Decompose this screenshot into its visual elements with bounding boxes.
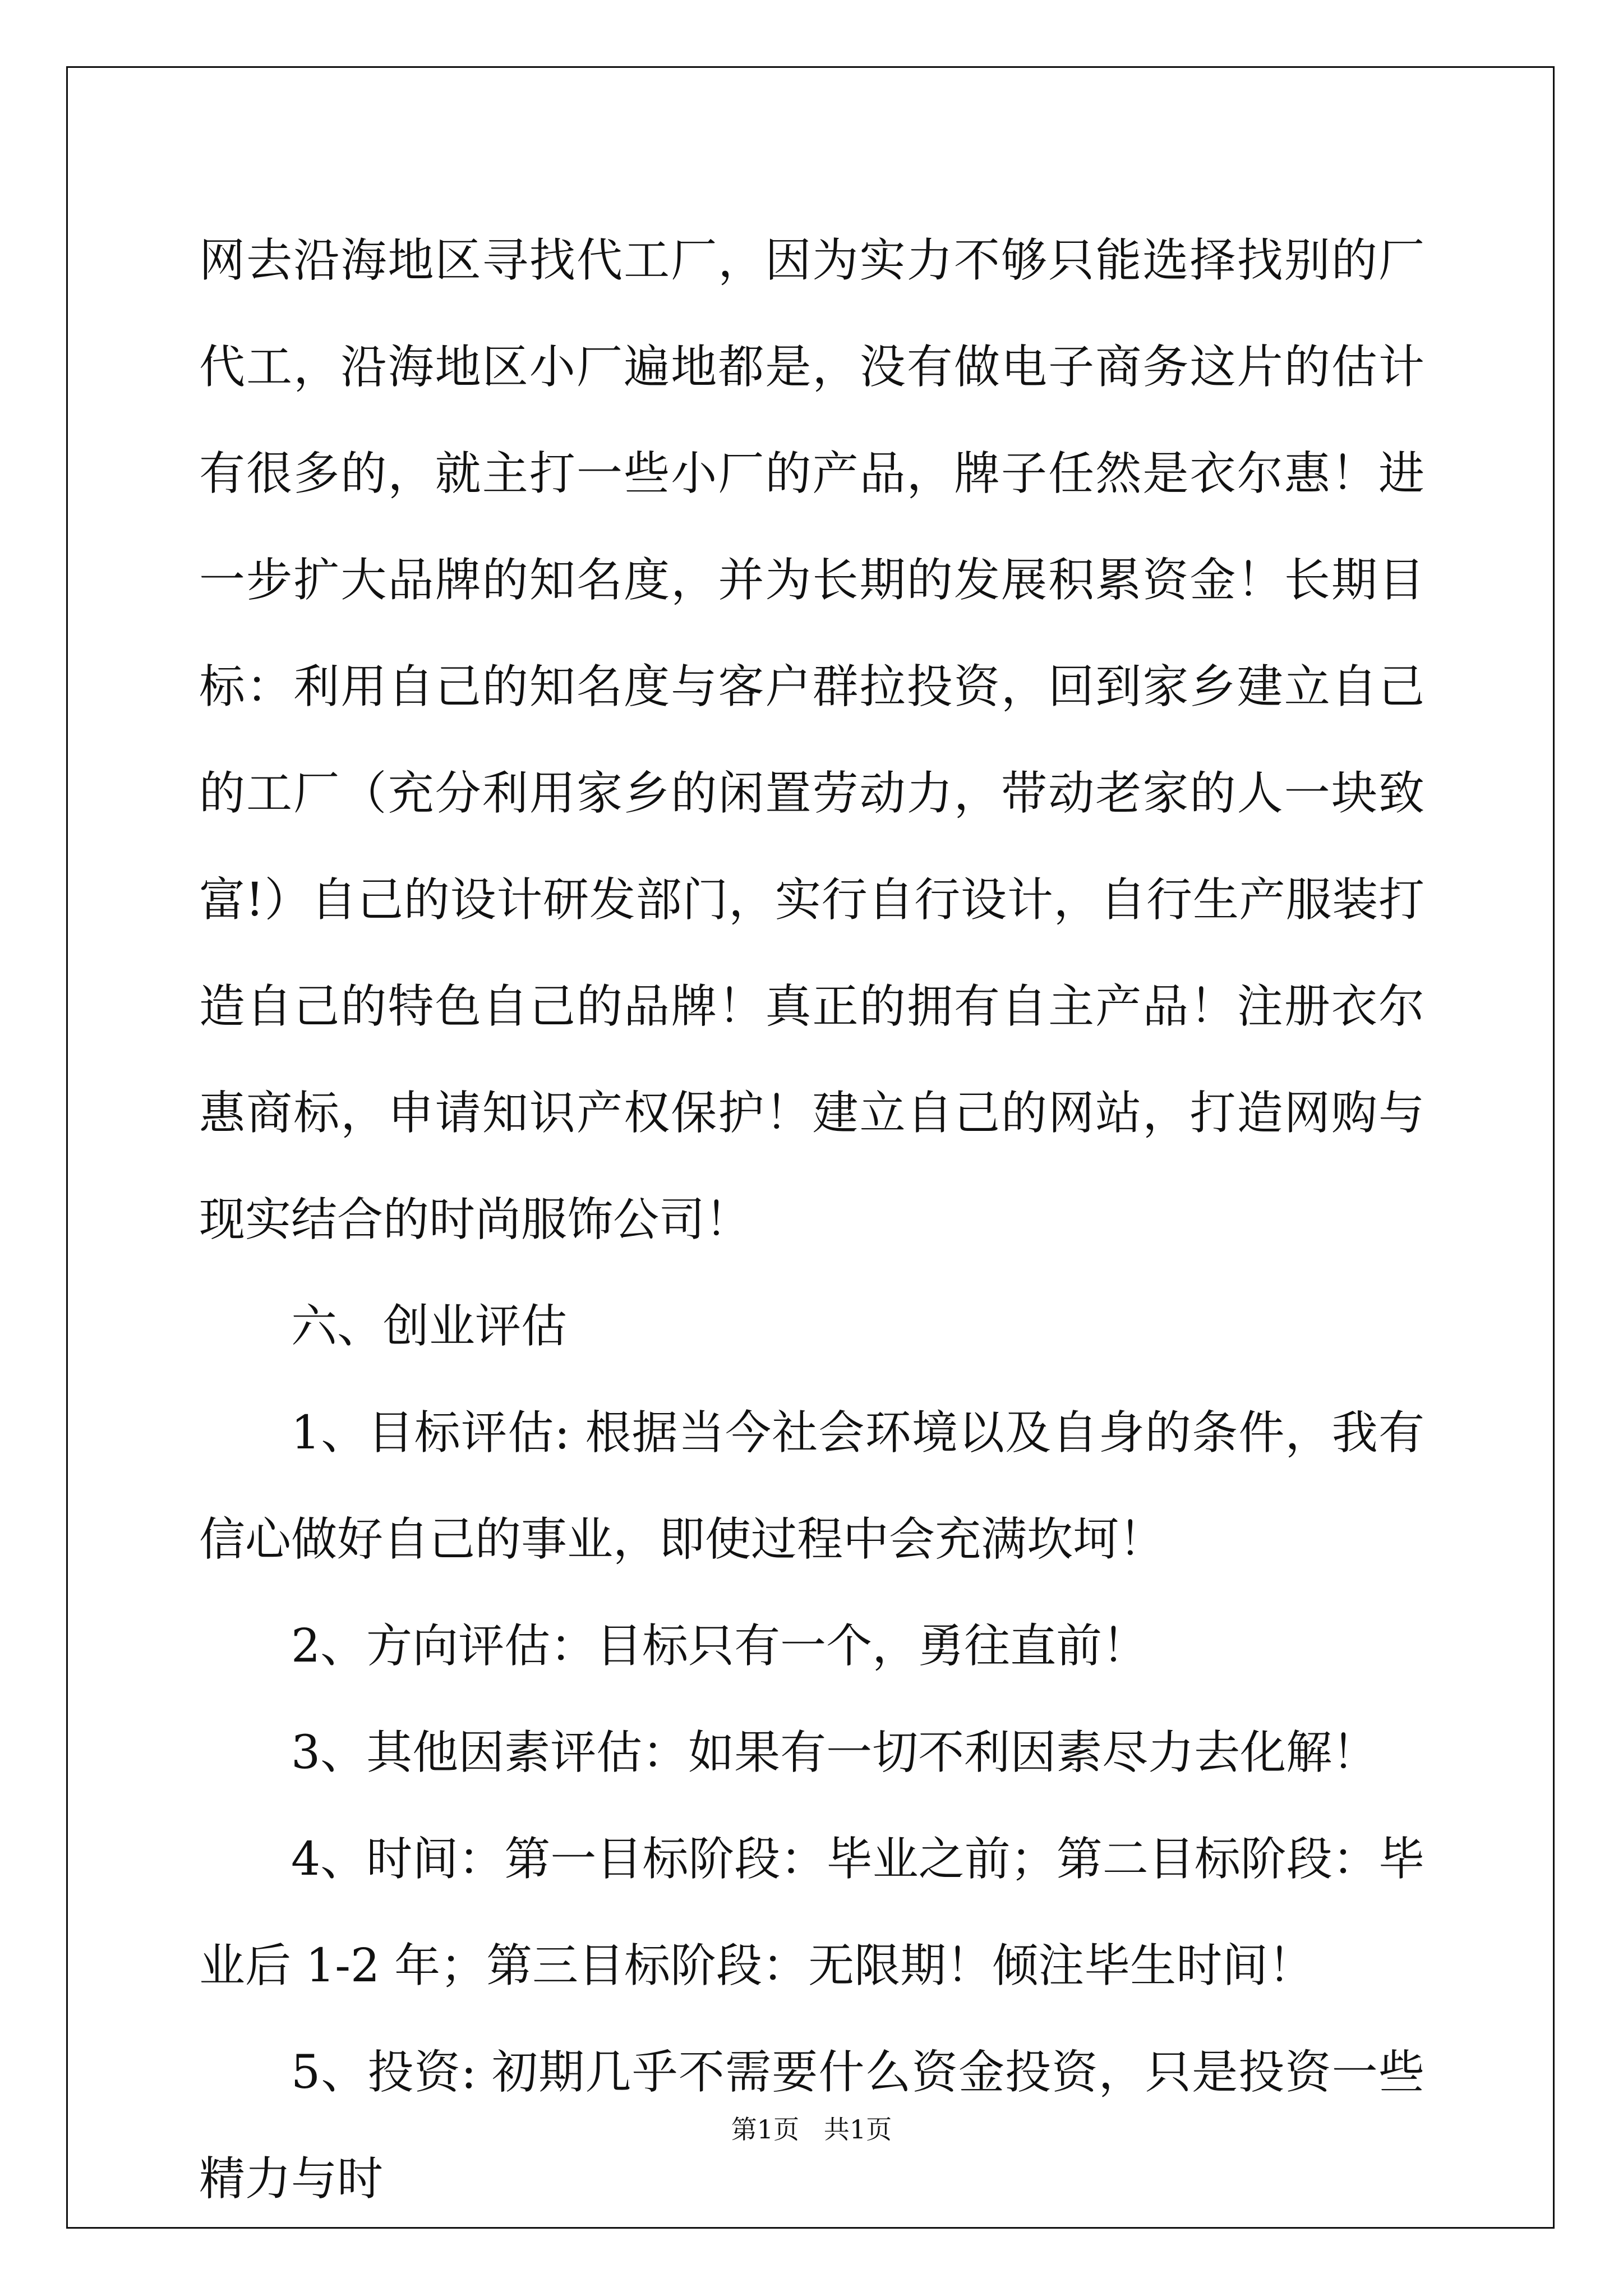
- paragraph-item-5: 5、投资: 初期几乎不需要什么资金投资，只是投资一些精力与时: [199, 2046, 1424, 2206]
- paragraph-item-1: 1、目标评估: 根据当今社会环境以及自身的条件，我有信心做好自己的事业，即使过程中会充满坎坷！: [199, 1406, 1424, 1566]
- paragraph-continuation: 网去沿海地区寻找代工厂，因为实力不够只能选择找别的厂代工，沿海地区小厂遍地都是，没有做电子商务这片的估计有很多的，就主打一些小厂的产品，牌子任然是衣尔惠！进一步扩大品牌的知名度，并为长期的发展积累资金！长期目标：利用自己的知名度与客户群拉投资，回到家乡建立自己的工厂（充分利用家乡的闲置劳动力，带动老家的人一块致富!）自己的设计研发部门，实行自行设计，自行生产服装打造自己的特色自己的品牌！真正的拥有自主产品！注册衣尔惠商标，申请知识产权保护！建立自己的网站，打造网购与现实结合的时尚服饰公司！: [199, 234, 1424, 1246]
- section-heading: 六、创业评估: [291, 1300, 568, 1353]
- paragraph-item-2: 2、方向评估：目标只有一个，勇往直前！: [291, 1619, 1149, 1673]
- paragraph-item-4: 4、时间：第一目标阶段：毕业之前；第二目标阶段：毕业后 1-2 年；第三目标阶段：无限期！倾注毕生时间！: [199, 1833, 1424, 1993]
- paragraph-item-3: 3、其他因素评估：如果有一切不利因素尽力去化解！: [291, 1726, 1378, 1779]
- page-footer: 第1页 共1页: [731, 2114, 892, 2145]
- document-body: [199, 208, 1424, 2233]
